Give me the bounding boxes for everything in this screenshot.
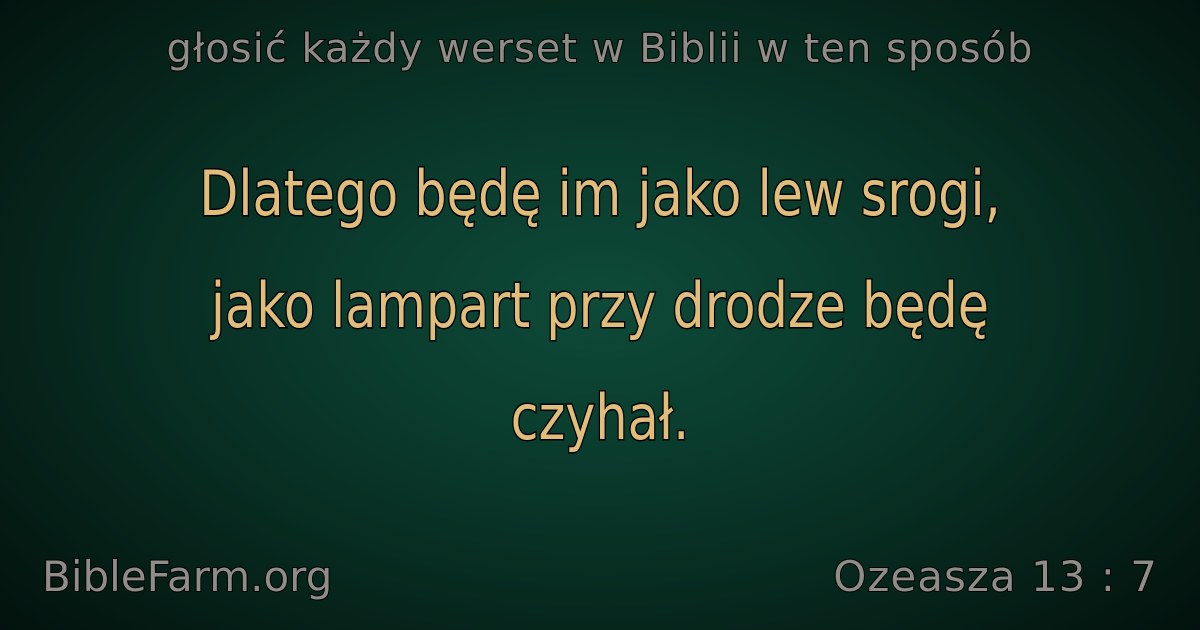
tagline: głosić każdy werset w Biblii w ten sposób [166, 26, 1034, 72]
verse-text: Dlatego będę im jako lew srogi, jako lampart przy drodze będę czyhał. [199, 157, 1001, 454]
verse-reference: Ozeasza 13 : 7 [833, 552, 1158, 601]
site-name: BibleFarm.org [42, 552, 333, 601]
